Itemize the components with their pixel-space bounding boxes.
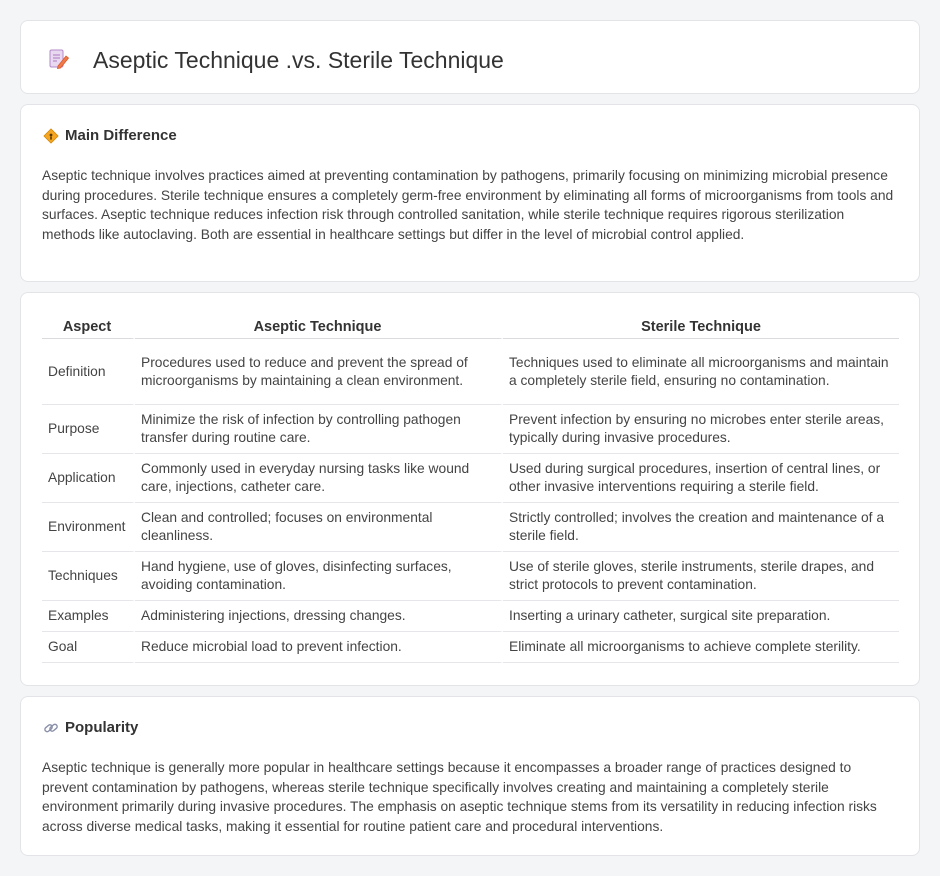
main-difference-text: Aseptic technique involves practices aimed at preventing contamination by pathogens, primarily focusing on minimizing microbial presence during procedures. Sterile technique ensures a completely germ-free environment by eliminating all forms of microorganisms from tools and surfaces. Aseptic technique reduces infection risk through controlled sanitation, while sterile technique requires rigorous sterilization methods like autoclaving. Both are essential in healthcare settings but differ in the level of microbial control applied. <box>42 168 894 242</box>
page-title: Aseptic Technique .vs. Sterile Technique <box>93 47 504 73</box>
row-aspect: Techniques <box>42 552 135 601</box>
column-header-sterile: Sterile Technique <box>503 315 899 339</box>
title-card <box>20 20 920 94</box>
table-row <box>42 339 899 405</box>
main-difference-card <box>20 104 920 282</box>
comparison-table <box>42 315 899 663</box>
row-sterile: Prevent infection by ensuring no microbes enter sterile areas, typically during invasive procedures. <box>503 405 899 454</box>
table-header-row <box>42 315 899 339</box>
table-row <box>42 552 899 601</box>
row-aspect: Examples <box>42 601 135 632</box>
row-aspect: Environment <box>42 503 135 552</box>
document-pencil-icon <box>47 47 71 71</box>
main-difference-heading <box>43 127 177 144</box>
diamond-sign-icon <box>43 128 59 144</box>
row-sterile: Strictly controlled; involves the creation and maintenance of a sterile field. <box>503 503 899 552</box>
row-aseptic: Administering injections, dressing changes. <box>135 601 503 632</box>
row-aspect: Purpose <box>42 405 135 454</box>
popularity-title: Popularity <box>65 719 139 736</box>
row-sterile: Eliminate all microorganisms to achieve complete sterility. <box>503 632 899 663</box>
popularity-card <box>20 696 920 856</box>
row-aseptic: Clean and controlled; focuses on environmental cleanliness. <box>135 503 503 552</box>
table-row <box>42 454 899 503</box>
row-aseptic: Hand hygiene, use of gloves, disinfecting surfaces, avoiding contamination. <box>135 552 503 601</box>
popularity-text: Aseptic technique is generally more popular in healthcare settings because it encompasses a broader range of practices designed to prevent contamination by pathogens, whereas sterile technique specifically involves creating and maintaining a completely sterile environment primarily during invasive procedures. The emphasis on aseptic technique stems from its versatility in reducing infection risks across diverse medical tasks, making it essential for routine patient care and procedural interventions. <box>42 760 877 834</box>
popularity-heading <box>43 719 138 736</box>
row-aseptic: Procedures used to reduce and prevent the spread of microorganisms by maintaining a clean environment. <box>135 339 503 405</box>
table-row <box>42 632 899 663</box>
row-sterile: Use of sterile gloves, sterile instruments, sterile drapes, and strict protocols to prevent contamination. <box>503 552 899 601</box>
row-aspect: Application <box>42 454 135 503</box>
column-header-aseptic: Aseptic Technique <box>135 315 503 339</box>
table-row <box>42 503 899 552</box>
row-aseptic: Commonly used in everyday nursing tasks like wound care, injections, catheter care. <box>135 454 503 503</box>
row-aspect: Goal <box>42 632 135 663</box>
row-aspect: Definition <box>42 339 135 405</box>
column-header-aspect: Aspect <box>42 315 135 339</box>
row-sterile: Used during surgical procedures, insertion of central lines, or other invasive interventions requiring a sterile field. <box>503 454 899 503</box>
table-row <box>42 601 899 632</box>
row-aseptic: Minimize the risk of infection by controlling pathogen transfer during routine care. <box>135 405 503 454</box>
row-aseptic: Reduce microbial load to prevent infection. <box>135 632 503 663</box>
main-difference-title: Main Difference <box>65 127 177 144</box>
row-sterile: Inserting a urinary catheter, surgical site preparation. <box>503 601 899 632</box>
table-row <box>42 405 899 454</box>
comparison-card <box>20 292 920 686</box>
link-icon <box>43 720 59 736</box>
row-sterile: Techniques used to eliminate all microorganisms and maintain a completely sterile field, ensuring no contamination. <box>503 339 899 405</box>
